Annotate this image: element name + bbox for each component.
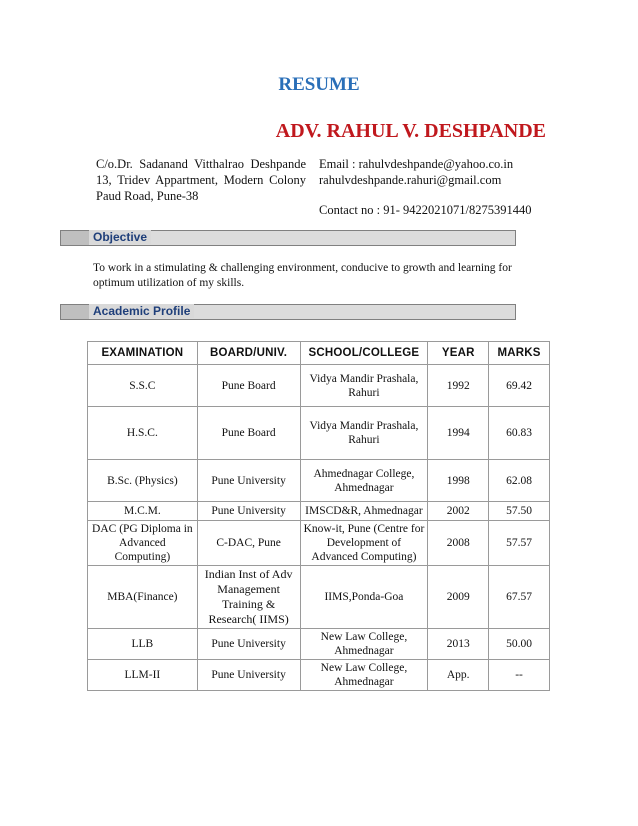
cell-marks: 57.57 [489,521,550,566]
cell-year: 2013 [428,629,489,660]
cell-board: Indian Inst of Adv Management Training & Research( IIMS) [197,566,300,629]
cell-school: IMSCD&R, Ahmednagar [300,502,428,521]
cell-school: Vidya Mandir Prashala, Rahuri [300,365,428,407]
cell-school: Ahmednagar College, Ahmednagar [300,460,428,502]
cell-exam: LLM-II [88,660,198,691]
col-board: BOARD/UNIV. [197,342,300,365]
objective-section-bar [60,230,516,246]
cell-board: Pune University [197,460,300,502]
objective-text: To work in a stimulating & challenging environment, conducive to growth and learning for optimum utilization of my skills. [93,262,512,289]
cell-year: 1998 [428,460,489,502]
address-line-3: Paud Road, Pune-38 [96,189,199,203]
contact-block [319,156,559,188]
academic-table [87,341,550,691]
cell-year: 2008 [428,521,489,566]
cell-school: Know-it, Pune (Centre for Development of Advanced Computing) [300,521,428,566]
table-row [88,629,550,660]
cell-marks: -- [489,660,550,691]
cell-year: 1994 [428,407,489,460]
cell-year: 1992 [428,365,489,407]
table-row [88,365,550,407]
table-row [88,407,550,460]
cell-exam: LLB [88,629,198,660]
email-line-1: Email : rahulvdeshpande@yahoo.co.in [319,157,514,171]
table-row [88,660,550,691]
col-examination: EXAMINATION [88,342,198,365]
col-school: SCHOOL/COLLEGE [300,342,428,365]
cell-marks: 60.83 [489,407,550,460]
cell-board: Pune Board [197,365,300,407]
address-block [96,156,306,204]
cell-marks: 67.57 [489,566,550,629]
academic-heading: Academic Profile [89,304,194,318]
cell-board: Pune Board [197,407,300,460]
cell-exam: B.Sc. (Physics) [88,460,198,502]
cell-board: Pune University [197,502,300,521]
cell-exam: H.S.C. [88,407,198,460]
address-line-2: 13, Tridev Appartment, Modern Colony [96,173,306,187]
cell-board: Pune University [197,660,300,691]
cell-board: C-DAC, Pune [197,521,300,566]
cell-exam: S.S.C [88,365,198,407]
address-line-1: C/o.Dr. Sadanand Vitthalrao Deshpande [96,157,306,171]
objective-heading: Objective [89,230,151,244]
phone-line: Contact no : 91- 9422021071/8275391440 [319,203,532,217]
cell-year: 2002 [428,502,489,521]
cell-marks: 50.00 [489,629,550,660]
academic-section-bar [60,304,516,320]
cell-school: IIMS,Ponda-Goa [300,566,428,629]
table-row [88,566,550,629]
table-row [88,502,550,521]
cell-exam: DAC (PG Diploma in Advanced Computing) [88,521,198,566]
cell-marks: 57.50 [489,502,550,521]
resume-title: RESUME [278,74,360,95]
cell-school: Vidya Mandir Prashala, Rahuri [300,407,428,460]
cell-year: 2009 [428,566,489,629]
candidate-name: ADV. RAHUL V. DESHPANDE [275,120,546,142]
cell-exam: M.C.M. [88,502,198,521]
cell-exam: MBA(Finance) [88,566,198,629]
cell-marks: 62.08 [489,460,550,502]
table-row [88,460,550,502]
col-year: YEAR [428,342,489,365]
cell-school: New Law College, Ahmednagar [300,629,428,660]
col-marks: MARKS [489,342,550,365]
table-header-row [88,342,550,365]
cell-year: App. [428,660,489,691]
cell-board: Pune University [197,629,300,660]
cell-marks: 69.42 [489,365,550,407]
email-line-2: rahulvdeshpande.rahuri@gmail.com [319,173,502,187]
cell-school: New Law College, Ahmednagar [300,660,428,691]
table-row [88,521,550,566]
